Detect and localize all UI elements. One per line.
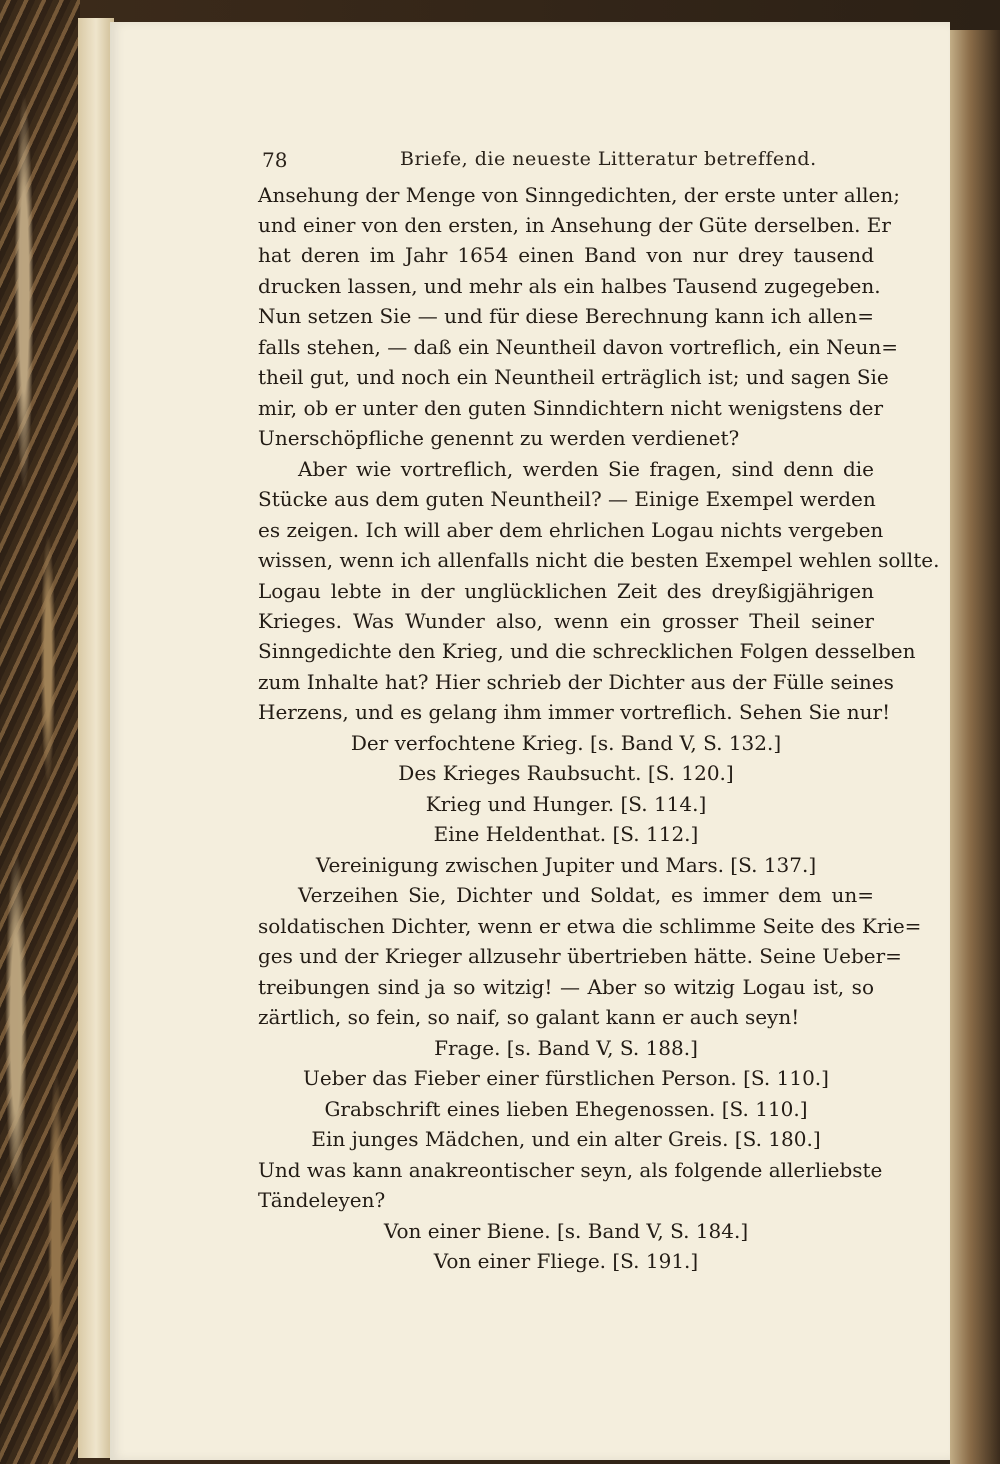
text-line: Unerschöpfliche genennt zu werden verdienet? — [258, 426, 740, 450]
page-stack-edge — [78, 18, 114, 1458]
text-line: treibungen sind ja so witzig! — Aber so witzig Logau ist, so — [258, 975, 874, 999]
text-line: drucken lassen, und mehr als ein halbes Tausend zugegeben. — [258, 274, 881, 298]
epigram-title: Ein junges Mädchen, und ein alter Greis. [S. 180.] — [311, 1127, 821, 1151]
text-line: Und was kann anakreontischer seyn, als folgende allerliebste — [258, 1158, 883, 1182]
text-line: Tändeleyen? — [258, 1188, 386, 1212]
text-line: zärtlich, so fein, so naif, so galant kann er auch seyn! — [258, 1005, 800, 1029]
running-title: Briefe, die neueste Litteratur betreffend. — [400, 148, 817, 170]
epigram-title: Ueber das Fieber einer fürstlichen Person. [S. 110.] — [303, 1066, 829, 1090]
text-line: Ansehung der Menge von Sinngedichten, der erste unter allen; — [258, 183, 900, 207]
text-line: Aber wie vortreflich, werden Sie fragen, sind denn die — [298, 457, 874, 481]
text-line: es zeigen. Ich will aber dem ehrlichen Logau nichts vergeben — [258, 518, 884, 542]
epigram-title: Der verfochtene Krieg. [s. Band V, S. 132.] — [350, 731, 782, 755]
text-line: ges und der Krieger allzusehr übertrieben hätte. Seine Ueber= — [258, 944, 902, 968]
text-line: zum Inhalte hat? Hier schrieb der Dichter aus der Fülle seines — [258, 670, 894, 694]
text-line: Nun setzen Sie — und für diese Berechnung kann ich allen= — [258, 304, 874, 328]
epigram-title: Vereinigung zwischen Jupiter und Mars. [S. 137.] — [315, 853, 817, 877]
epigram-title: Von einer Fliege. [S. 191.] — [433, 1249, 699, 1273]
epigram-title: Eine Heldenthat. [S. 112.] — [433, 822, 699, 846]
text-line: falls stehen, — daß ein Neuntheil davon vortreflich, ein Neun= — [258, 335, 898, 359]
epigram-title: Krieg und Hunger. [S. 114.] — [425, 792, 707, 816]
epigram-title: Grabschrift eines lieben Ehegenossen. [S. 110.] — [324, 1097, 808, 1121]
epigram-title: Von einer Biene. [s. Band V, S. 184.] — [383, 1219, 749, 1243]
text-line: Sinngedichte den Krieg, und die schrecklichen Folgen desselben — [258, 639, 916, 663]
text-line: und einer von den ersten, in Ansehung der Güte derselben. Er — [258, 213, 891, 237]
text-line: Logau lebte in der unglücklichen Zeit des dreyßigjährigen — [258, 579, 874, 603]
text-line: mir, ob er unter den guten Sinndichtern nicht wenigstens der — [258, 396, 884, 420]
right-book-edge — [950, 30, 1000, 1464]
text-line: hat deren im Jahr 1654 einen Band von nur drey tausend — [258, 243, 874, 267]
epigram-title: Frage. [s. Band V, S. 188.] — [434, 1036, 698, 1060]
text-line: soldatischen Dichter, wenn er etwa die schlimme Seite des Krie= — [258, 914, 922, 938]
text-line: Verzeihen Sie, Dichter und Soldat, es immer dem un= — [298, 883, 874, 907]
page-number: 78 — [262, 148, 288, 172]
text-line: theil gut, und noch ein Neuntheil erträglich ist; und sagen Sie — [258, 365, 889, 389]
text-line: Herzens, und es gelang ihm immer vortreflich. Sehen Sie nur! — [258, 700, 891, 724]
epigram-title: Des Krieges Raubsucht. [S. 120.] — [398, 761, 734, 785]
text-line: Krieges. Was Wunder also, wenn ein grosser Theil seiner — [258, 609, 874, 633]
text-line: Stücke aus dem guten Neuntheil? — Einige Exempel werden — [258, 487, 876, 511]
text-line: wissen, wenn ich allenfalls nicht die besten Exempel wehlen sollte. — [258, 548, 940, 572]
marbled-cover-edge — [0, 0, 80, 1464]
